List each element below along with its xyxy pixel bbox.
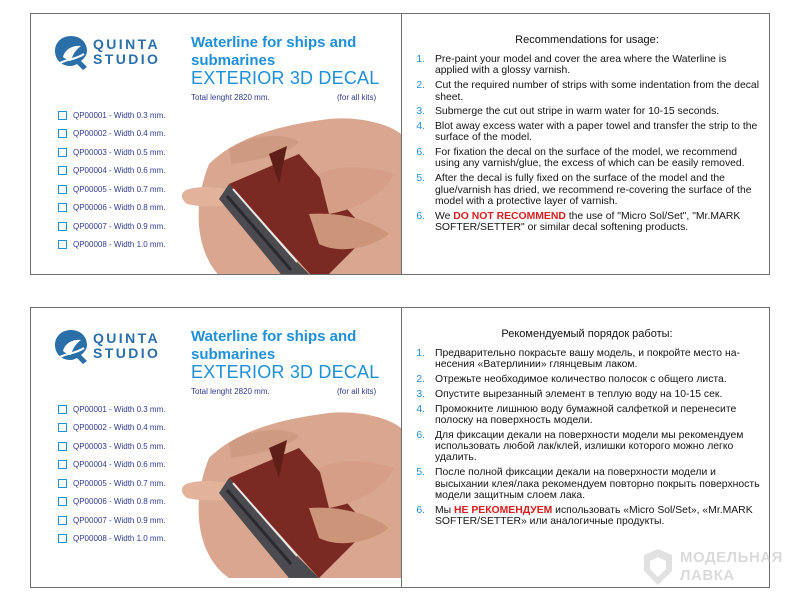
product-label: QP00001 - Width 0.3 mm.: [73, 404, 166, 414]
step-text-pre: We: [435, 210, 454, 222]
step-text: После полной фиксации декали на поверхности модели и высыхании клея/лака рекомендуем повторно покрыть поверхность модели защитным слоем лака.: [435, 467, 760, 501]
product-label: QP00006 - Width 0.8 mm.: [73, 497, 166, 507]
product-label: QP00004 - Width 0.6 mm.: [73, 166, 166, 176]
product-item[interactable]: [58, 106, 208, 125]
product-label: QP00004 - Width 0.6 mm.: [73, 460, 166, 470]
logo-line-1: QUINTA: [93, 330, 161, 346]
product-subtitle: EXTERIOR 3D DECAL: [191, 68, 380, 88]
product-item[interactable]: [58, 236, 208, 255]
step-number: 6.: [416, 504, 425, 516]
product-label: QP00008 - Width 1.0 mm.: [73, 534, 166, 544]
product-subtitle: EXTERIOR 3D DECAL: [191, 362, 380, 382]
step-number: 3.: [416, 106, 425, 118]
product-item[interactable]: [58, 511, 208, 530]
product-label: QP00002 - Width 0.4 mm.: [73, 423, 166, 433]
card-divider: [401, 308, 402, 587]
watermark-icon: [640, 547, 676, 587]
step-number: 5.: [416, 467, 425, 479]
product-list: [58, 106, 208, 254]
product-item[interactable]: [58, 493, 208, 512]
product-item[interactable]: [58, 437, 208, 456]
step-number: 2.: [416, 374, 425, 386]
instruction-step: [409, 173, 761, 207]
product-title: Waterline for ships and submarines: [191, 34, 357, 69]
product-label: QP00003 - Width 0.5 mm.: [73, 147, 166, 157]
product-label: QP00008 - Width 1.0 mm.: [73, 240, 166, 250]
step-text-post: использовать «Micro Sol/Set», «Mr.MARK SOFTER/SETTER» или аналогичные продукты.: [435, 504, 753, 528]
instructions-title: Recommendations for usage:: [515, 34, 659, 46]
instructions-list: [409, 54, 761, 237]
product-item[interactable]: [58, 419, 208, 438]
product-item[interactable]: [58, 474, 208, 493]
product-checkbox[interactable]: [58, 185, 67, 194]
instruction-step: [409, 467, 761, 501]
watermark-logo: [640, 547, 790, 591]
product-label: QP00007 - Width 0.9 mm.: [73, 221, 166, 231]
for-all-kits: (for all kits): [337, 387, 377, 396]
product-item[interactable]: [58, 217, 208, 236]
quinta-logo-icon: [53, 33, 89, 71]
total-length: Total lenght 2820 mm.: [191, 387, 270, 396]
product-item[interactable]: [58, 400, 208, 419]
instruction-step: [409, 430, 761, 464]
warning-text: DO NOT RECOMMEND: [453, 210, 566, 222]
instruction-step: [409, 404, 761, 427]
product-panel: [31, 308, 401, 587]
logo-line-2: STUDIO: [93, 51, 161, 67]
step-text: Отрежьте необходимое количество полосок с общего листа.: [435, 374, 727, 386]
product-checkbox[interactable]: [58, 479, 67, 488]
step-text: For fixation the decal on the surface of the model, we recommend using any varnish/glue, the excess of which can be easily removed.: [435, 147, 745, 170]
step-text: Submerge the cut out stripe in warm water for 10-15 seconds.: [435, 106, 720, 118]
product-checkbox[interactable]: [58, 497, 67, 506]
product-item[interactable]: [58, 143, 208, 162]
instruction-step: [409, 211, 761, 234]
instruction-step: [409, 106, 761, 117]
instruction-step: [409, 147, 761, 170]
product-label: QP00007 - Width 0.9 mm.: [73, 515, 166, 525]
product-checkbox[interactable]: [58, 240, 67, 249]
product-label: QP00002 - Width 0.4 mm.: [73, 129, 166, 139]
step-text: Для фиксации декали на поверхности модели мы рекомендуем использовать любой лак/клей, излишки которого можно легко удалить.: [435, 429, 744, 464]
step-number: 1.: [416, 348, 425, 359]
step-number: 2.: [416, 80, 425, 92]
logo-line-2: STUDIO: [93, 345, 161, 361]
total-length: Total lenght 2820 mm.: [191, 93, 270, 102]
step-number: 6.: [416, 429, 425, 441]
product-checkbox[interactable]: [58, 111, 67, 120]
product-item[interactable]: [58, 180, 208, 199]
step-number: 5.: [416, 173, 425, 185]
product-list: [58, 400, 208, 548]
step-text: After the decal is fully fixed on the surface of the model and the glue/varnish has dried, we recommend re-covering the surface of the model with a protective layer of varnish.: [435, 173, 752, 207]
product-label: QP00006 - Width 0.8 mm.: [73, 203, 166, 213]
product-panel: [31, 14, 401, 274]
logo-line-1: QUINTA: [93, 36, 161, 52]
step-number: 3.: [416, 388, 425, 400]
instruction-step: [409, 348, 761, 371]
product-title: Waterline for ships and submarines: [191, 328, 357, 363]
step-text: Cut the required number of strips with some indentation from the decal sheet.: [435, 80, 760, 103]
instruction-step: [409, 54, 761, 77]
product-item[interactable]: [58, 530, 208, 549]
step-number: 6.: [416, 210, 425, 222]
quinta-studio-logo: [53, 33, 193, 73]
instruction-step: [409, 80, 761, 103]
warning-text: НЕ РЕКОМЕНДУЕМ: [454, 504, 553, 516]
instructions-title: Рекомендуемый порядок работы:: [501, 328, 673, 340]
product-checkbox[interactable]: [58, 423, 67, 432]
product-item[interactable]: [58, 125, 208, 144]
watermark-line-2: ЛАВКА: [680, 567, 735, 584]
product-checkbox[interactable]: [58, 405, 67, 414]
instructions-panel: [409, 308, 765, 587]
quinta-studio-logo: [53, 327, 193, 367]
product-label: QP00001 - Width 0.3 mm.: [73, 110, 166, 120]
step-number: 1.: [416, 54, 425, 65]
instructions-list: [409, 348, 761, 531]
product-checkbox[interactable]: [58, 203, 67, 212]
product-checkbox[interactable]: [58, 460, 67, 469]
step-text: Предварительно покрасьте вашу модель, и покройте место на-несения «Ватерлинии» глянцевым лаком.: [435, 348, 740, 371]
instruction-step: [409, 389, 761, 400]
instructions-panel: [409, 14, 765, 274]
instruction-step: [409, 121, 761, 144]
step-text-post: the use of "Micro Sol/Set", "Mr.MARK SOFTER/SETTER" or similar decal softening products.: [435, 210, 741, 234]
product-checkbox[interactable]: [58, 129, 67, 138]
instruction-card-english: [30, 13, 770, 275]
step-text: Опустите вырезанный элемент в теплую воду на 10-15 сек.: [435, 388, 723, 400]
product-label: QP00005 - Width 0.7 mm.: [73, 478, 166, 488]
step-number: 4.: [416, 403, 425, 415]
product-checkbox[interactable]: [58, 534, 67, 543]
for-all-kits: (for all kits): [337, 93, 377, 102]
step-number: 6.: [416, 147, 425, 159]
step-text-pre: Мы: [435, 504, 455, 516]
product-checkbox[interactable]: [58, 442, 67, 451]
step-text: Blot away excess water with a paper towel and transfer the strip to the surface of the model.: [435, 120, 758, 144]
product-label: QP00005 - Width 0.7 mm.: [73, 184, 166, 194]
instruction-step: [409, 374, 761, 385]
watermark-line-1: МОДЕЛЬНАЯ: [680, 549, 783, 566]
product-label: QP00003 - Width 0.5 mm.: [73, 441, 166, 451]
product-item[interactable]: [58, 199, 208, 218]
instruction-step: [409, 505, 761, 528]
product-checkbox[interactable]: [58, 222, 67, 231]
step-number: 4.: [416, 120, 425, 132]
product-item[interactable]: [58, 162, 208, 181]
product-checkbox[interactable]: [58, 166, 67, 175]
quinta-logo-icon: [53, 327, 89, 365]
instruction-card-russian: [30, 307, 770, 588]
step-text: Промокните лишнюю воду бумажной салфеткой и перенесите полоску на поверхность модели.: [435, 403, 737, 426]
step-text: Pre-paint your model and cover the area where the Waterline is applied with a glossy varnish.: [435, 54, 727, 77]
card-divider: [401, 14, 402, 274]
product-item[interactable]: [58, 456, 208, 475]
product-checkbox[interactable]: [58, 148, 67, 157]
product-checkbox[interactable]: [58, 516, 67, 525]
